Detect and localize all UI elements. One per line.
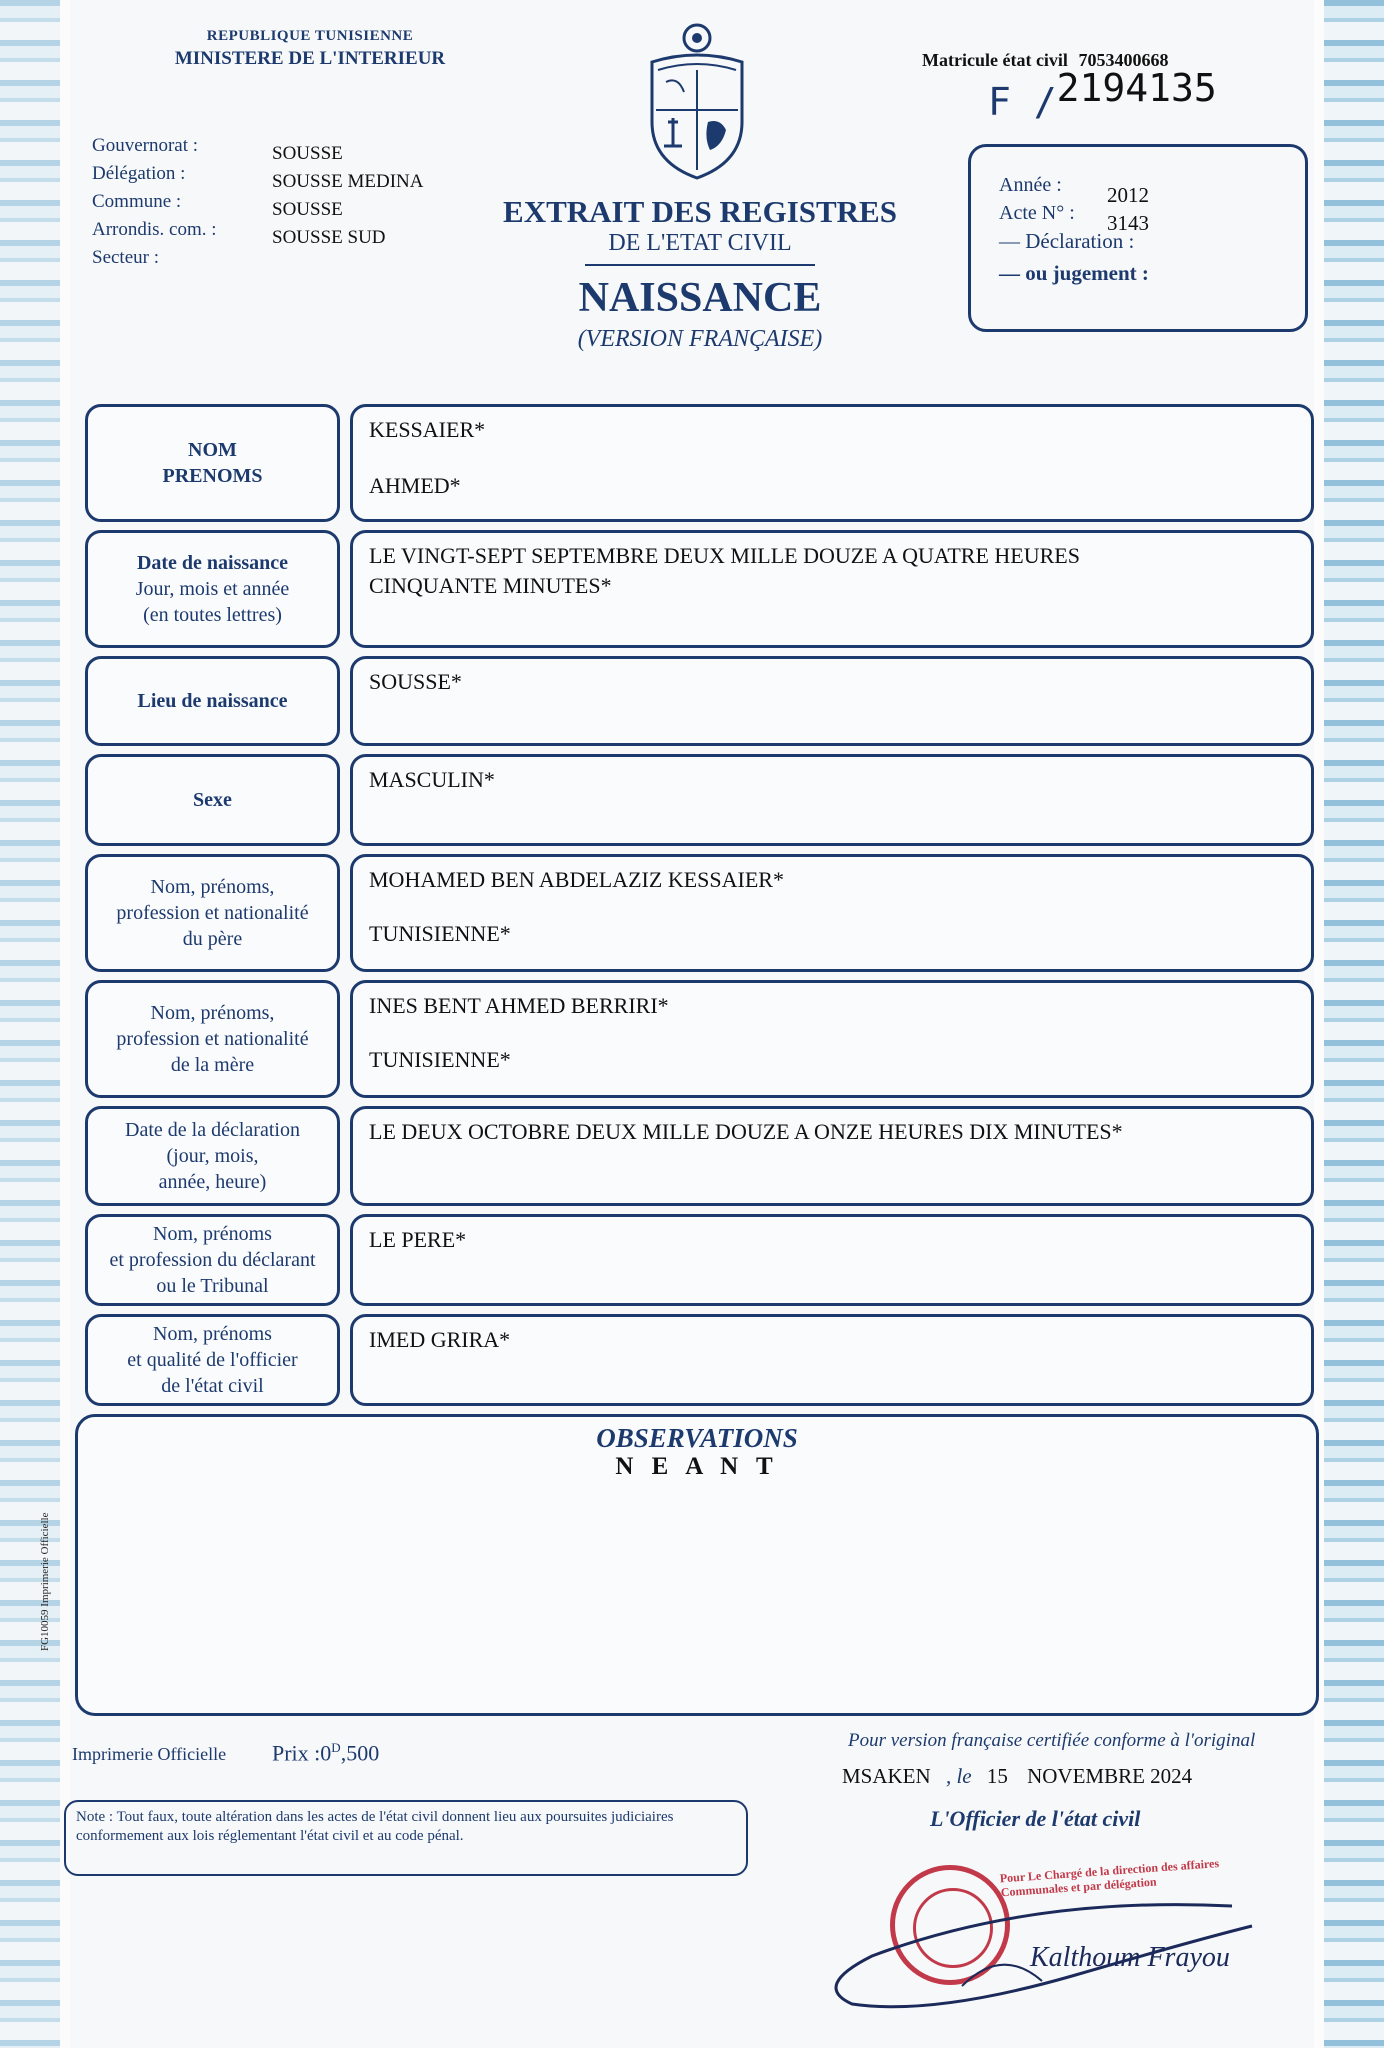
serial-number: 2194135 xyxy=(1056,66,1217,110)
row-birthplace-value xyxy=(350,656,1314,746)
row-nom-label xyxy=(85,404,340,522)
row-birthplace-label xyxy=(85,656,340,746)
row-nom-value xyxy=(350,404,1314,522)
mother-label-1: Nom, prénoms, xyxy=(150,1002,275,1024)
arrondissement-value: SOUSSE SUD xyxy=(272,227,386,248)
le-label: , le xyxy=(945,1764,972,1788)
declarant-label-2: et profession du déclarant xyxy=(109,1249,316,1271)
price xyxy=(272,1740,379,1766)
delegation-value: SOUSSE MEDINA xyxy=(272,171,424,192)
serial-prefix: F / xyxy=(988,80,1057,124)
title-line1: EXTRAIT DES REGISTRES xyxy=(503,194,897,229)
annee-label: Année : xyxy=(999,174,1062,196)
price-sup: D xyxy=(331,1740,341,1755)
row-mother-value xyxy=(350,980,1314,1098)
row-father-value xyxy=(350,854,1314,972)
serial xyxy=(988,66,1217,124)
note-text: Tout faux, toute altération dans les actes de l'état civil donnent lieu aux poursuites judiciaires conformement aux lois réglementant l'état civil et au code pénal. xyxy=(76,1809,674,1844)
birthdate-label-sub1: Jour, mois et année xyxy=(135,578,290,600)
row-declaration-date-value xyxy=(350,1106,1314,1206)
price-value: ,500 xyxy=(340,1740,380,1766)
certified-text: Pour version française certifiée conforme à l'original xyxy=(848,1730,1256,1751)
row-sex-value xyxy=(350,754,1314,846)
tunisia-coat-of-arms-icon xyxy=(638,22,756,182)
place-value: MSAKEN xyxy=(842,1764,931,1788)
delegation-label: Délégation : xyxy=(92,163,186,184)
title-main: NAISSANCE xyxy=(578,275,822,321)
birthplace-label: Lieu de naissance xyxy=(137,690,288,712)
prenoms-label: PRENOMS xyxy=(162,465,263,487)
day-value: 15 xyxy=(986,1764,1008,1788)
row-mother-label xyxy=(85,980,340,1098)
republic-label: REPUBLIQUE TUNISIENNE xyxy=(206,28,414,44)
printer-label: Imprimerie Officielle xyxy=(72,1744,227,1764)
gouvernorat-value: SOUSSE xyxy=(272,143,343,164)
title-line2: DE L'ETAT CIVIL xyxy=(608,230,792,256)
row-declarant-value xyxy=(350,1214,1314,1306)
row-officer-label xyxy=(85,1314,340,1406)
row-sex-label xyxy=(85,754,340,846)
father-label-1: Nom, prénoms, xyxy=(150,876,275,898)
annee-value: 2012 xyxy=(1107,183,1149,207)
declaration-date-label-1: Date de la déclaration xyxy=(125,1119,300,1141)
row-declaration-date-label xyxy=(85,1106,340,1206)
officer-label-3: de l'état civil xyxy=(161,1375,264,1397)
sex-value: MASCULIN* xyxy=(369,767,495,792)
ministry-label: MINISTERE DE L'INTERIEUR xyxy=(174,48,446,69)
declaration-date-label-2: (jour, mois, xyxy=(166,1145,259,1167)
location-values xyxy=(272,140,424,252)
row-declarant-label xyxy=(85,1214,340,1306)
father-label-2: profession et nationalité xyxy=(116,902,309,924)
title-version: (VERSION FRANÇAISE) xyxy=(577,326,823,352)
secteur-label: Secteur : xyxy=(92,247,160,268)
father-nationality-value: TUNISIENNE* xyxy=(369,921,511,946)
acte-box xyxy=(968,144,1308,332)
officer-value: IMED GRIRA* xyxy=(369,1327,511,1352)
nom-label: NOM xyxy=(188,439,237,461)
stamp-text: Pour Le Chargé de la direction des affaires Communales et par délégation xyxy=(999,1856,1220,1900)
birthdate-value-line2: CINQUANTE MINUTES* xyxy=(369,573,612,598)
declarant-label-3: ou le Tribunal xyxy=(156,1275,269,1297)
row-officer-value xyxy=(350,1314,1314,1406)
birthdate-label-title: Date de naissance xyxy=(136,552,289,574)
legal-note-box xyxy=(64,1800,748,1876)
matricule-value: 7053400668 xyxy=(1078,50,1169,70)
mother-name-value: INES BENT AHMED BERRIRI* xyxy=(369,993,669,1018)
gouvernorat-label: Gouvernorat : xyxy=(92,135,199,156)
right-guilloche-border xyxy=(1314,0,1384,2048)
observations-box xyxy=(75,1414,1319,1716)
officer-label-2: et qualité de l'officier xyxy=(127,1349,298,1371)
place-date xyxy=(842,1764,1192,1789)
title-divider xyxy=(585,264,815,266)
mother-label-3: de la mère xyxy=(170,1054,255,1076)
father-label-3: du père xyxy=(182,928,243,950)
month-year-value: NOVEMBRE 2024 xyxy=(1027,1764,1193,1788)
prenoms-value: AHMED* xyxy=(369,473,461,498)
declaration-label: — Déclaration : xyxy=(999,229,1135,253)
declarant-label-1: Nom, prénoms xyxy=(153,1223,272,1245)
arrondissement-label: Arrondis. com. : xyxy=(92,219,217,240)
left-guilloche-border xyxy=(0,0,70,2048)
acte-value: 3143 xyxy=(1107,211,1149,235)
signature-text: Kalthoum Frayou xyxy=(1030,1942,1230,1973)
row-birthdate-value xyxy=(350,530,1314,648)
father-name-value: MOHAMED BEN ABDELAZIZ KESSAIER* xyxy=(369,867,784,892)
birthdate-label-sub2: (en toutes lettres) xyxy=(143,604,282,626)
observations-title: OBSERVATIONS xyxy=(596,1423,798,1453)
side-print-code: FG10059 Imprimerie Officielle xyxy=(39,1512,51,1651)
birthdate-value-line1: LE VINGT-SEPT SEPTEMBRE DEUX MILLE DOUZE A QUATRE HEURES xyxy=(369,543,1080,568)
acte-label: Acte N° : xyxy=(999,202,1075,224)
nom-value: KESSAIER* xyxy=(369,417,486,442)
declaration-date-label-3: année, heure) xyxy=(158,1171,267,1193)
declarant-value: LE PERE* xyxy=(369,1227,467,1252)
officer-title: L'Officier de l'état civil xyxy=(930,1806,1141,1831)
price-label: Prix :0 xyxy=(272,1740,332,1766)
row-father-label xyxy=(85,854,340,972)
mother-nationality-value: TUNISIENNE* xyxy=(369,1047,511,1072)
mother-label-2: profession et nationalité xyxy=(116,1028,309,1050)
location-labels xyxy=(92,132,217,272)
observations-value: N E A N T xyxy=(615,1453,779,1480)
declaration-date-value: LE DEUX OCTOBRE DEUX MILLE DOUZE A ONZE HEURES DIX MINUTES* xyxy=(369,1119,1123,1144)
matricule-label: Matricule état civil xyxy=(922,50,1068,70)
row-birthdate-label xyxy=(85,530,340,648)
commune-value: SOUSSE xyxy=(272,199,343,220)
commune-label: Commune : xyxy=(92,191,182,212)
jugement-label: — ou jugement : xyxy=(999,261,1149,285)
note-label: Note : xyxy=(76,1809,114,1825)
sex-label: Sexe xyxy=(193,789,232,811)
officer-label-1: Nom, prénoms xyxy=(153,1323,272,1345)
birthplace-value: SOUSSE* xyxy=(369,669,462,694)
